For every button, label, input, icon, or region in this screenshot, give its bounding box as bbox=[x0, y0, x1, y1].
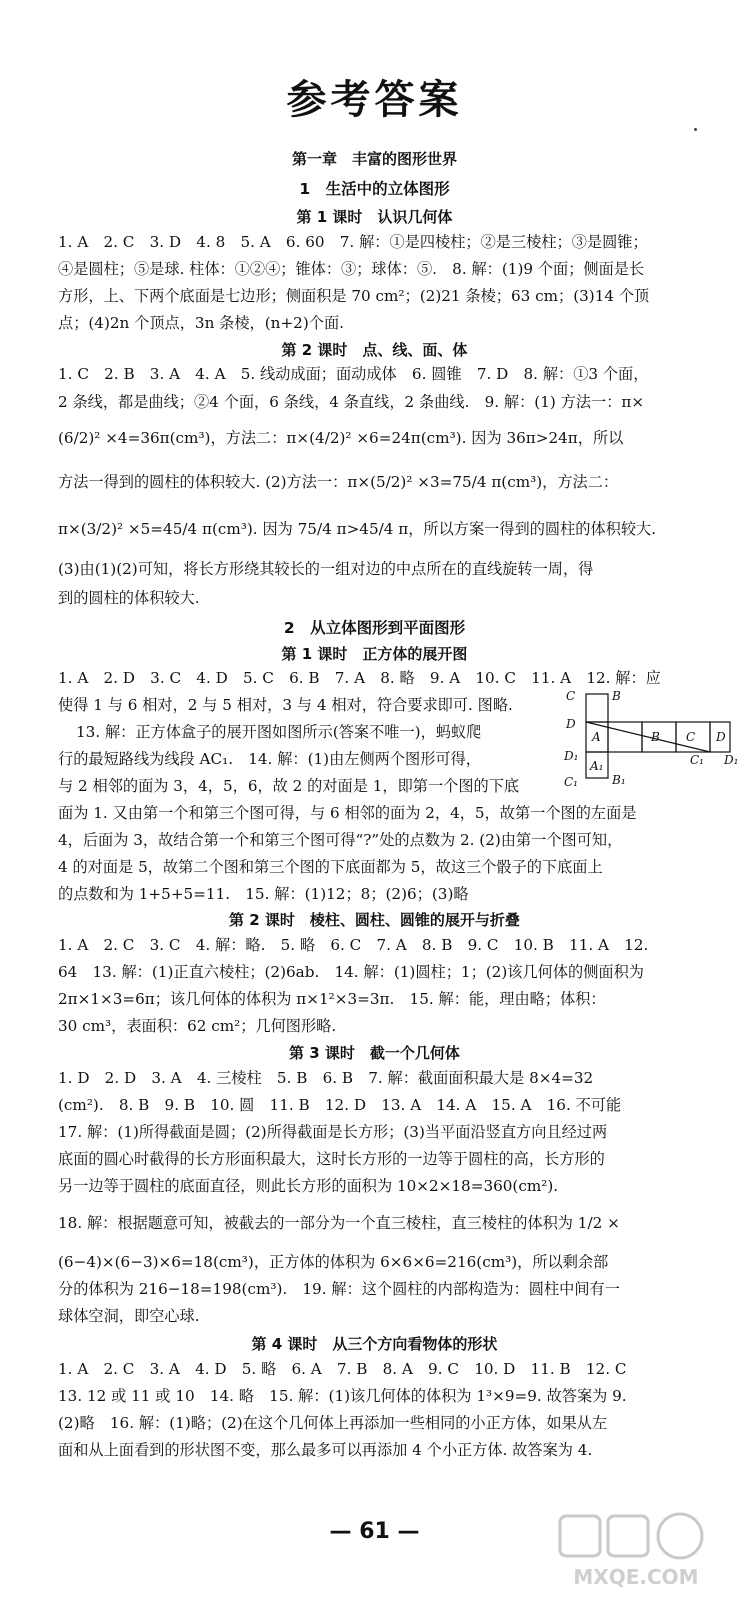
figure-label: A bbox=[592, 730, 601, 744]
answer-line: 1. A 2. C 3. C 4. 解：略. 5. 略 6. C 7. A 8. B 9. C 10. B 11. A 12. bbox=[58, 936, 649, 954]
figure-label: C₁ bbox=[690, 753, 704, 767]
lesson-heading: 第 2 课时 点、线、面、体 bbox=[281, 341, 468, 359]
answer-line: 方形，上、下两个底面是七边形；侧面积是 70 cm²；(2)21 条棱；63 cm；(3)14 个顶 bbox=[58, 287, 650, 305]
figure-label: B bbox=[651, 730, 660, 744]
answer-line: (6−4)×(6−3)×6=18(cm³)，正方体的体积为 6×6×6=216(cm³)，所以剩余部 bbox=[58, 1253, 609, 1271]
answer-line: 30 cm³，表面积：62 cm²；几何图形略. bbox=[58, 1017, 337, 1035]
answer-line: 64 13. 解：(1)正直六棱柱；(2)6ab. 14. 解：(1)圆柱；1；(2)该几何体的侧面积为 bbox=[58, 963, 644, 981]
answer-line: 行的最短路线为线段 AC₁. 14. 解：(1)由左侧两个图形可得， bbox=[58, 750, 481, 768]
answer-line: 到的圆柱的体积较大. bbox=[58, 589, 200, 607]
figure-label: C₁ bbox=[564, 775, 578, 789]
answer-line: 球体空洞，即空心球. bbox=[58, 1307, 200, 1325]
answer-line: 1. A 2. C 3. D 4. 8 5. A 6. 60 7. 解：①是四棱柱；②是三棱柱；③是圆锥； bbox=[58, 233, 648, 251]
answer-line: 使得 1 与 6 相对，2 与 5 相对，3 与 4 相对，符合要求即可. 图略. bbox=[58, 696, 513, 714]
figure-label: C bbox=[566, 689, 576, 703]
lesson-heading: 第 1 课时 认识几何体 bbox=[296, 208, 453, 226]
answer-line: 分的体积为 216−18=198(cm³). 19. 解：这个圆柱的内部构造为：圆柱中间有一 bbox=[58, 1280, 620, 1298]
lesson-heading: 第 1 课时 正方体的展开图 bbox=[281, 645, 468, 663]
cube-net-figure bbox=[558, 688, 738, 792]
svg-text:MXQE.COM: MXQE.COM bbox=[573, 1565, 699, 1589]
answer-line: 1. A 2. C 3. A 4. D 5. 略 6. A 7. B 8. A 9. C 10. D 11. B 12. C bbox=[58, 1360, 627, 1378]
answer-line: π×(3/2)² ×5=45/4 π(cm³). 因为 75/4 π>45/4 π，所以方案一得到的圆柱的体积较大. bbox=[58, 520, 657, 538]
figure-label: A₁ bbox=[590, 759, 604, 773]
figure-label: D bbox=[566, 717, 576, 731]
answer-line: 的点数和为 1+5+5=11. 15. 解：(1)12；8；(2)6；(3)略 bbox=[58, 885, 469, 903]
figure-label: D₁ bbox=[564, 749, 579, 763]
lesson-heading: 第 2 课时 棱柱、圆柱、圆锥的展开与折叠 bbox=[229, 911, 520, 929]
answer-line: 1. A 2. D 3. C 4. D 5. C 6. B 7. A 8. 略 9. A 10. C 11. A 12. 解：应 bbox=[58, 669, 661, 687]
lesson-heading: 第 4 课时 从三个方向看物体的形状 bbox=[251, 1335, 498, 1353]
answer-line: 2π×1×3=6π；该几何体的体积为 π×1²×3=3π. 15. 解：能，理由略；体积： bbox=[58, 990, 606, 1008]
speck bbox=[694, 128, 697, 131]
answer-line: 点；(4)2n 个顶点，3n 条棱，(n+2)个面. bbox=[58, 314, 344, 332]
chapter-heading: 第一章 丰富的图形世界 bbox=[291, 150, 457, 168]
watermark-logo bbox=[556, 1508, 716, 1592]
answer-line: 1. D 2. D 3. A 4. 三棱柱 5. B 6. B 7. 解：截面面积最大是 8×4=32 bbox=[58, 1069, 594, 1087]
answer-line: 底面的圆心时截得的长方形面积最大，这时长方形的一边等于圆柱的高，长方形的 bbox=[58, 1150, 605, 1168]
page-title: 参考答案 bbox=[286, 77, 463, 123]
page-number: — 61 — bbox=[329, 1519, 420, 1544]
answer-line: 面和从上面看到的形状图不变，那么最多可以再添加 4 个小正方体. 故答案为 4. bbox=[58, 1441, 593, 1459]
answer-line: 面为 1. 又由第一个和第三个图可得，与 6 相邻的面为 2，4，5，故第一个图的左面是 bbox=[58, 804, 637, 822]
lesson-heading: 第 3 课时 截一个几何体 bbox=[289, 1044, 460, 1062]
answer-line: 方法一得到的圆柱的体积较大. (2)方法一：π×(5/2)² ×3=75/4 π(cm³)，方法二： bbox=[58, 473, 619, 491]
answer-line: 2 条线，都是曲线；②4 个面，6 条线，4 条直线，2 条曲线. 9. 解：(1) 方法一：π× bbox=[58, 393, 645, 411]
figure-label: D bbox=[716, 730, 726, 744]
answer-line: 17. 解：(1)所得截面是圆；(2)所得截面是长方形；(3)当平面沿竖直方向且经过两 bbox=[58, 1123, 608, 1141]
answer-line: 4，后面为 3，故结合第一个和第三个图可得“?”处的点数为 2. (2)由第一个图可知， bbox=[58, 831, 623, 849]
figure-label: B bbox=[612, 689, 621, 703]
section-heading-2: 2 从立体图形到平面图形 bbox=[283, 619, 466, 637]
answer-line: (cm²). 8. B 9. B 10. 圆 11. B 12. D 13. A 14. A 15. A 16. 不可能 bbox=[58, 1096, 622, 1114]
answer-line: ④是圆柱；⑤是球. 柱体：①②④；锥体：③；球体：⑤. 8. 解：(1)9 个面；侧面是长 bbox=[58, 260, 645, 278]
figure-label: D₁ bbox=[724, 753, 738, 767]
answer-line: 1. C 2. B 3. A 4. A 5. 线动成面；面动成体 6. 圆锥 7. D 8. 解：①3 个面， bbox=[58, 365, 649, 383]
answer-line: 13. 12 或 11 或 10 14. 略 15. 解：(1)该几何体的体积为 1³×9=9. 故答案为 9. bbox=[58, 1387, 627, 1405]
answer-line: 18. 解：根据题意可知，被截去的一部分为一个直三棱柱，直三棱柱的体积为 1/2 × bbox=[58, 1214, 620, 1232]
figure-label: C bbox=[686, 730, 696, 744]
answer-line: (6/2)² ×4=36π(cm³)，方法二：π×(4/2)² ×6=24π(cm³). 因为 36π>24π，所以 bbox=[58, 429, 624, 447]
answer-line: (3)由(1)(2)可知，将长方形绕其较长的一组对边的中点所在的直线旋转一周，得 bbox=[58, 560, 594, 578]
answer-line: 13. 解：正方体盒子的展开图如图所示(答案不唯一)，蚂蚁爬 bbox=[76, 723, 482, 741]
section-heading-1: 1 生活中的立体图形 bbox=[299, 180, 450, 198]
answer-line: (2)略 16. 解：(1)略；(2)在这个几何体上再添加一些相同的小正方体，如果从左 bbox=[58, 1414, 608, 1432]
answer-line: 与 2 相邻的面为 3，4，5，6，故 2 的对面是 1，即第一个图的下底 bbox=[58, 777, 520, 795]
answer-line: 4 的对面是 5，故第二个图和第三个图的下底面都为 5，故这三个骰子的下底面上 bbox=[58, 858, 603, 876]
answer-line: 另一边等于圆柱的底面直径，则此长方形的面积为 10×2×18=360(cm²). bbox=[58, 1177, 559, 1195]
figure-label: B₁ bbox=[612, 773, 626, 787]
